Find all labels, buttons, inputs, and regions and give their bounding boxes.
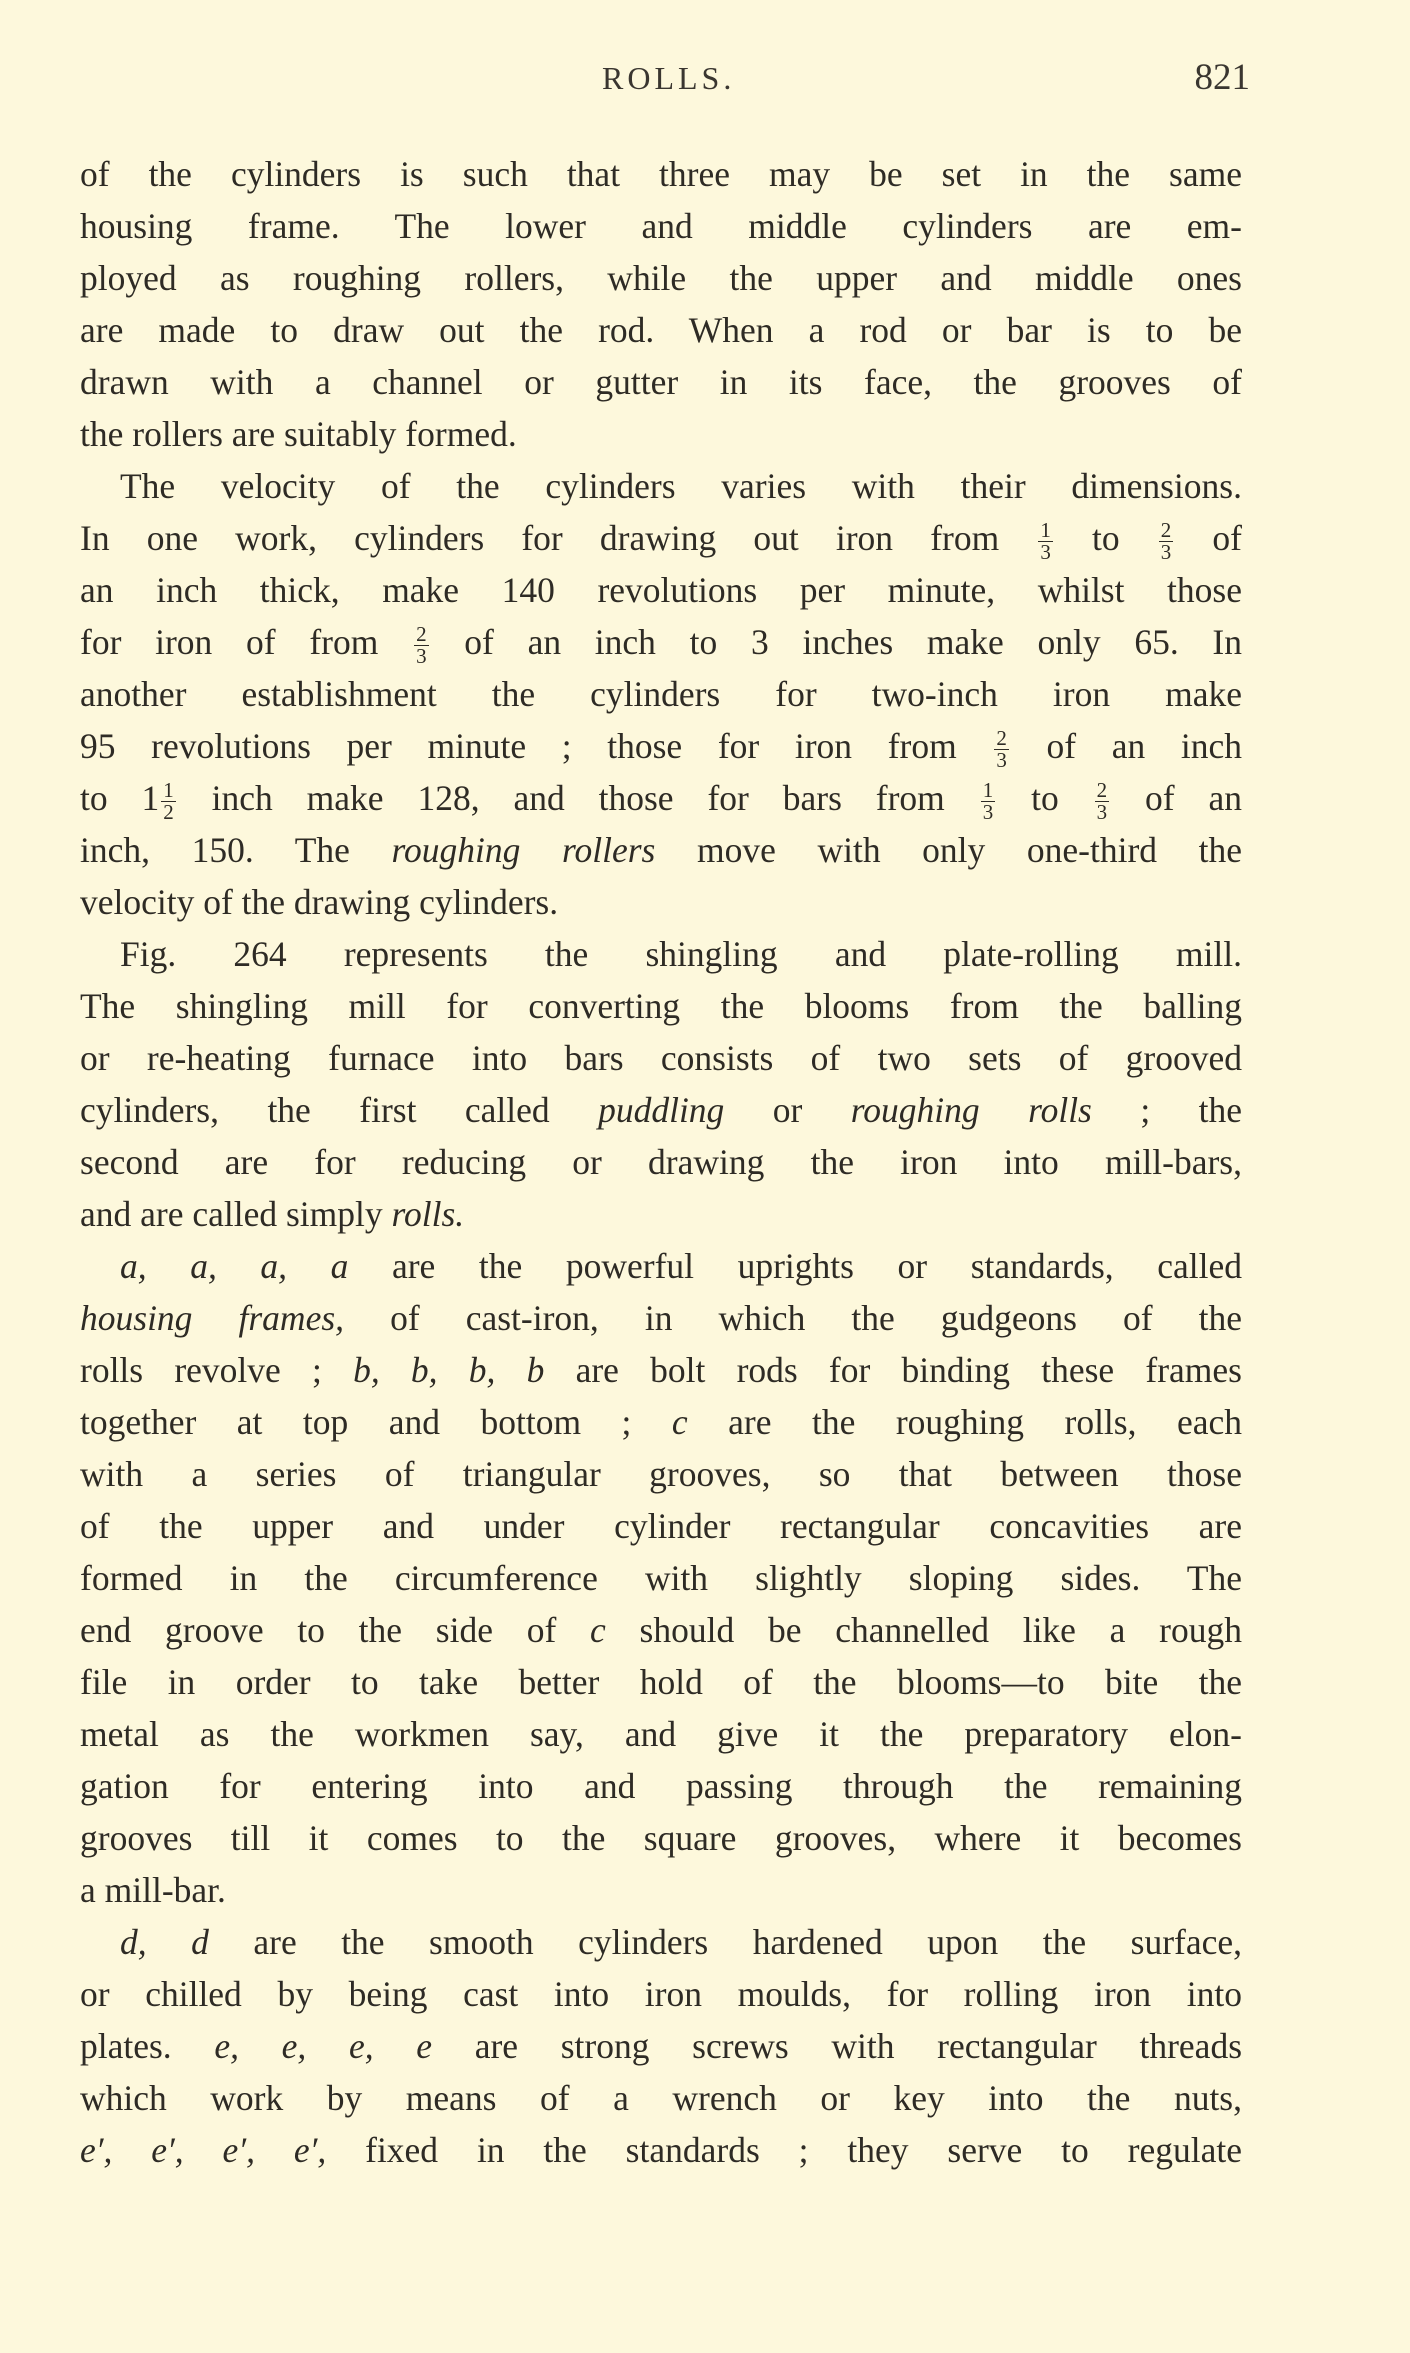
text-run: should be channelled like a rough	[605, 1610, 1242, 1650]
text-run: of an inch	[1010, 726, 1242, 766]
text-line	[80, 304, 1242, 356]
text-line	[80, 1968, 1242, 2020]
text-run: In one work, cylinders for drawing out iron from	[80, 518, 1037, 558]
text-run: are the powerful uprights or standards, called	[348, 1246, 1242, 1286]
text-run: formed in the circumference with slightly sloping sides. The	[80, 1558, 1242, 1598]
fraction	[1159, 520, 1174, 563]
text-run: inch make 128, and those for bars from	[177, 778, 979, 818]
italic-text: e, e, e, e	[214, 2026, 433, 2066]
italic-text: d, d	[120, 1922, 209, 1962]
text-run: are made to draw out the rod. When a rod or bar is to be	[80, 310, 1242, 350]
fraction-numerator: 1	[163, 778, 174, 803]
running-title: ROLLS.	[602, 60, 736, 96]
text-line	[80, 1812, 1242, 1864]
italic-text: b, b, b, b	[353, 1350, 545, 1390]
italic-text: rolls.	[391, 1194, 465, 1234]
text-run: to 1	[80, 778, 160, 818]
text-line	[80, 928, 1242, 980]
text-line	[80, 1656, 1242, 1708]
text-run: of	[1175, 518, 1242, 558]
text-line	[80, 356, 1242, 408]
text-run: for iron of from	[80, 622, 413, 662]
text-line	[80, 1500, 1242, 1552]
fraction-denominator: 3	[1096, 800, 1108, 825]
text-line	[80, 720, 1242, 772]
fraction-numerator: 1	[982, 778, 994, 803]
fraction-denominator: 3	[982, 800, 994, 825]
italic-text: roughing rolls	[850, 1090, 1092, 1130]
text-run: plates.	[80, 2026, 215, 2066]
text-line	[80, 1240, 1242, 1292]
fraction	[1038, 520, 1053, 563]
fraction-numerator: 2	[416, 622, 427, 647]
fraction-denominator: 3	[996, 748, 1007, 773]
fraction-numerator: 1	[1040, 518, 1051, 543]
text-line	[80, 2124, 1242, 2176]
text-run: to	[1054, 518, 1157, 558]
text-line	[80, 1916, 1242, 1968]
text-run: ployed as roughing rollers, while the upper and middle ones	[80, 258, 1242, 298]
italic-text: a, a, a, a	[120, 1246, 349, 1286]
italic-text: c	[590, 1610, 606, 1650]
italic-text: puddling	[598, 1090, 725, 1130]
text-line	[80, 1136, 1242, 1188]
fraction-denominator: 3	[1160, 540, 1172, 565]
text-run: of the upper and under cylinder rectangular concavities are	[80, 1506, 1242, 1546]
fraction	[161, 780, 176, 823]
text-line	[80, 2072, 1242, 2124]
text-line	[80, 772, 1242, 824]
text-run: grooves till it comes to the square grooves, where it becomes	[80, 1818, 1242, 1858]
text-line	[80, 1760, 1242, 1812]
text-run: file in order to take better hold of the blooms—to bite the	[80, 1662, 1242, 1702]
text-line	[80, 616, 1242, 668]
text-run: cylinders, the first called	[80, 1090, 599, 1130]
italic-text: c	[671, 1402, 688, 1442]
text-run: are bolt rods for binding these frames	[544, 1350, 1242, 1390]
text-run: another establishment the cylinders for two-inch iron make	[80, 674, 1242, 714]
text-line	[80, 252, 1242, 304]
text-run: to	[997, 778, 1093, 818]
text-run: and are called simply	[80, 1194, 392, 1234]
fraction-denominator: 3	[416, 644, 427, 669]
fraction-denominator: 2	[163, 800, 174, 825]
text-line	[80, 512, 1242, 564]
text-run: of an	[1111, 778, 1242, 818]
text-run: a mill-bar.	[80, 1870, 226, 1910]
italic-text: housing frames,	[80, 1298, 345, 1338]
text-run: or	[724, 1090, 851, 1130]
text-run: or re-heating furnace into bars consists of two sets of grooved	[80, 1038, 1242, 1078]
text-run: are strong screws with rectangular threads	[432, 2026, 1243, 2066]
text-run: 95 revolutions per minute ; those for iron from	[80, 726, 993, 766]
text-run: together at top and bottom ;	[80, 1402, 672, 1442]
body-text	[80, 148, 1242, 2176]
text-line	[80, 1552, 1242, 1604]
text-run: The velocity of the cylinders varies with their dimensions.	[120, 466, 1242, 506]
text-run: drawn with a channel or gutter in its face, the grooves of	[80, 362, 1242, 402]
text-run: an inch thick, make 140 revolutions per minute, whilst those	[80, 570, 1242, 610]
italic-text: e′, e′, e′, e′,	[80, 2130, 327, 2170]
text-line	[80, 1396, 1242, 1448]
text-run: rolls revolve ;	[80, 1350, 354, 1390]
text-run: metal as the workmen say, and give it the preparatory elon-	[80, 1714, 1242, 1754]
text-line	[80, 200, 1242, 252]
text-line	[80, 564, 1242, 616]
text-line	[80, 1344, 1242, 1396]
text-line	[80, 1292, 1242, 1344]
text-run: of an inch to 3 inches make only 65. In	[430, 622, 1242, 662]
text-line	[80, 1448, 1242, 1500]
text-run: velocity of the drawing cylinders.	[80, 882, 559, 922]
text-run: the rollers are suitably formed.	[80, 414, 517, 454]
text-line	[80, 460, 1242, 512]
text-run: which work by means of a wrench or key into the nuts,	[80, 2078, 1242, 2118]
text-run: move with only one-third the	[655, 830, 1243, 870]
text-run: or chilled by being cast into iron moulds, for rolling iron into	[80, 1974, 1242, 2014]
fraction	[981, 780, 996, 823]
text-run: of the cylinders is such that three may be set in the same	[80, 154, 1242, 194]
text-run: The shingling mill for converting the blooms from the balling	[80, 986, 1242, 1026]
text-run: are the smooth cylinders hardened upon the surface,	[208, 1922, 1243, 1962]
text-line	[80, 2020, 1242, 2072]
text-line	[80, 824, 1242, 876]
fraction	[414, 624, 429, 667]
fraction	[994, 728, 1009, 771]
text-run: ; the	[1091, 1090, 1242, 1130]
text-run: second are for reducing or drawing the iron into mill-bars,	[80, 1142, 1242, 1182]
text-line	[80, 876, 1242, 928]
text-run: housing frame. The lower and middle cylinders are em-	[80, 206, 1242, 246]
text-run: inch, 150. The	[80, 830, 392, 870]
text-run: are the roughing rolls, each	[687, 1402, 1242, 1442]
text-line	[80, 148, 1242, 200]
text-line	[80, 980, 1242, 1032]
text-run: with a series of triangular grooves, so that between those	[80, 1454, 1242, 1494]
text-line	[80, 1708, 1242, 1760]
text-line	[80, 1032, 1242, 1084]
page-header	[0, 57, 1410, 104]
text-line	[80, 1188, 1242, 1240]
text-line	[80, 1084, 1242, 1136]
text-line	[80, 668, 1242, 720]
text-line	[80, 1604, 1242, 1656]
text-run: of cast-iron, in which the gudgeons of the	[344, 1298, 1242, 1338]
text-line	[80, 1864, 1242, 1916]
italic-text: roughing rollers	[391, 830, 656, 870]
text-run: gation for entering into and passing through the remaining	[80, 1766, 1242, 1806]
fraction	[1095, 780, 1110, 823]
fraction-denominator: 3	[1040, 540, 1051, 565]
fraction-numerator: 2	[1096, 778, 1108, 803]
text-run: Fig. 264 represents the shingling and plate-rolling mill.	[120, 934, 1242, 974]
text-line	[80, 408, 1242, 460]
page-number: 821	[1194, 57, 1250, 98]
fraction-numerator: 2	[1160, 518, 1172, 543]
text-run: fixed in the standards ; they serve to regulate	[326, 2130, 1242, 2170]
text-run: end groove to the side of	[80, 1610, 591, 1650]
fraction-numerator: 2	[996, 726, 1007, 751]
